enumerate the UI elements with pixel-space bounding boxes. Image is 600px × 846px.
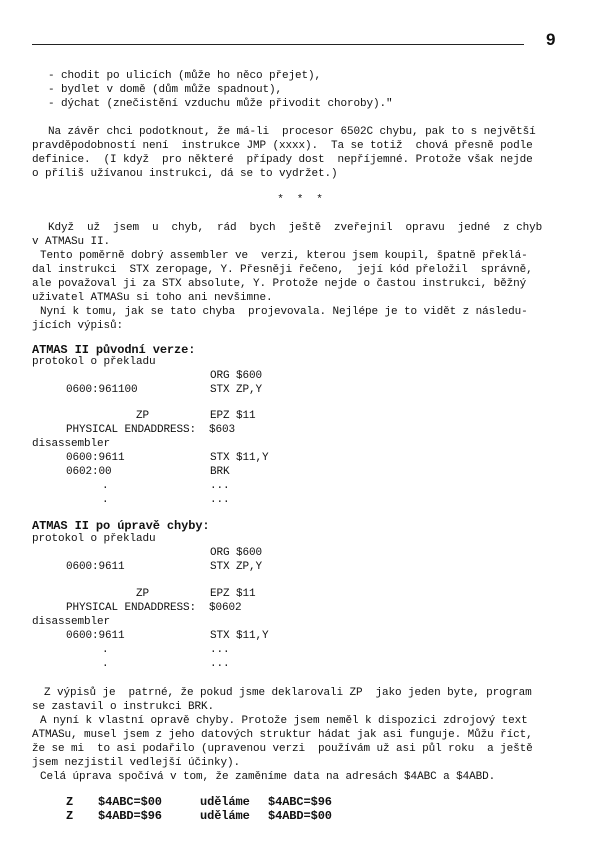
listing-line: ZP: [136, 588, 150, 600]
section-separator: * * *: [277, 194, 323, 206]
listing-line: .: [102, 644, 109, 656]
paragraph-line: A nyní k vlastní opravě chyby. Protože jsem neměl k dispozici zdrojový text: [40, 715, 528, 727]
list-item: - dýchat (znečistění vzduchu může přivodit choroby).": [48, 98, 393, 110]
paragraph-line: Celá úprava spočívá v tom, že zaměníme data na adresách $4ABC a $4ABD.: [40, 771, 496, 783]
table-cell: $4ABC=$96: [268, 795, 332, 809]
paragraph-line: o příliš užívanou instrukci, dá se to vydržet.): [32, 168, 338, 180]
listing-line: EPZ $11: [210, 410, 256, 422]
paragraph-line: ATMASu, musel jsem z jeho datových struktur hádat jak asi funguje. Můžu říct,: [32, 729, 533, 741]
listing-line: STX ZP,Y: [210, 561, 263, 573]
paragraph-line: že se mi to asi podařilo (upravenou verzi používám už asi půl roku a ještě: [32, 743, 533, 755]
listing-line: ...: [210, 658, 230, 670]
paragraph-line: Tento poměrně dobrý assembler ve verzi, kterou jsem koupil, špatně překlá-: [40, 250, 528, 262]
listing-line: protokol o překladu: [32, 533, 156, 545]
listing-line: ZP: [136, 410, 150, 422]
table-cell: Z: [66, 809, 74, 823]
listing-line: disassembler: [32, 438, 111, 450]
paragraph-line: dal instrukci STX zeropage, Y. Přesněji řečeno, její kód přeložil správně,: [32, 264, 533, 276]
paragraph-line: Nyní k tomu, jak se tato chyba projevovala. Nejlépe je to vidět z následu-: [40, 306, 528, 318]
listing-line: STX ZP,Y: [210, 384, 263, 396]
paragraph-line: definice. (I když pro některé případy dost nepříjemné. Protože však nejde: [32, 154, 533, 166]
paragraph-line: jsem nezjistil vedlejší účinky).: [32, 757, 241, 769]
listing-line: PHYSICAL ENDADDRESS: $0602: [66, 602, 242, 614]
listing-line: protokol o překladu: [32, 356, 156, 368]
paragraph-line: pravděpodobností není instrukce JMP (xxxx). Ta se totiž chová přesně podle: [32, 140, 533, 152]
table-cell: uděláme: [200, 795, 250, 809]
paragraph-line: uživatel ATMASu si toho ani nevšimne.: [32, 292, 273, 304]
table-cell: $4ABD=$96: [98, 809, 162, 823]
listing-line: BRK: [210, 466, 230, 478]
table-cell: uděláme: [200, 809, 250, 823]
paragraph-line: ale považoval ji za STX absolute, Y. Protože nejde o častou instrukci, běžný: [32, 278, 527, 290]
listing-line: ORG $600: [210, 547, 263, 559]
list-item: - chodit po ulicích (může ho něco přejet),: [48, 70, 322, 82]
listing-line: STX $11,Y: [210, 452, 269, 464]
paragraph-line: Když už jsem u chyb, rád bych ještě zveřejnil opravu jedné z chyb: [48, 222, 543, 234]
listing-line: STX $11,Y: [210, 630, 269, 642]
paragraph-line: Z výpisů je patrné, že pokud jsme deklarovali ZP jako jeden byte, program: [44, 687, 532, 699]
listing-line: 0600:9611: [66, 630, 125, 642]
listing-line: 0600:9611: [66, 561, 125, 573]
listing-line: 0602:00: [66, 466, 112, 478]
listing-line: .: [102, 658, 109, 670]
paragraph-line: Na závěr chci podotknout, že má-li procesor 6502C chybu, pak to s největší: [48, 126, 536, 138]
paragraph-line: v ATMASu II.: [32, 236, 111, 248]
paragraph-line: se zastavil o instrukci BRK.: [32, 701, 215, 713]
listing-line: ...: [210, 494, 230, 506]
listing-line: EPZ $11: [210, 588, 256, 600]
listing-line: disassembler: [32, 616, 111, 628]
listing-line: .: [102, 494, 109, 506]
page-number: 9: [546, 30, 556, 49]
listing-line: .: [102, 480, 109, 492]
table-cell: $4ABD=$00: [268, 809, 332, 823]
paragraph-line: jících výpisů:: [32, 320, 124, 332]
listing-line: 0600:9611: [66, 452, 125, 464]
list-item: - bydlet v domě (dům může spadnout),: [48, 84, 283, 96]
listing-line: PHYSICAL ENDADDRESS: $603: [66, 424, 236, 436]
header-rule: [32, 44, 524, 45]
section-heading: ATMAS II po úpravě chyby:: [32, 519, 210, 533]
listing-line: 0600:961100: [66, 384, 138, 396]
listing-line: ...: [210, 644, 230, 656]
table-cell: Z: [66, 795, 74, 809]
section-heading: ATMAS II původní verze:: [32, 343, 196, 357]
listing-line: ORG $600: [210, 370, 263, 382]
table-cell: $4ABC=$00: [98, 795, 162, 809]
listing-line: ...: [210, 480, 230, 492]
